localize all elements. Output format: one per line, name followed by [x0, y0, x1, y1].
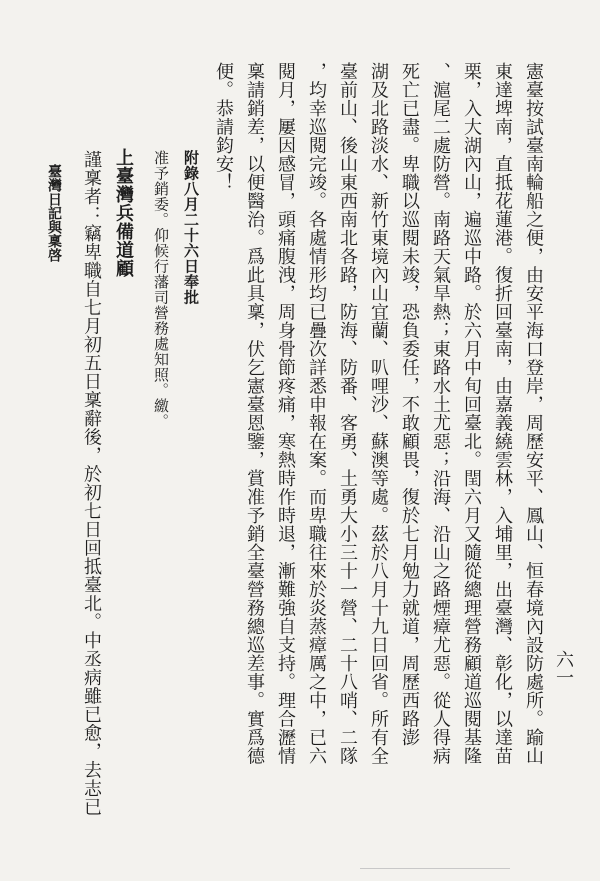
text-column-8: ，均幸巡閱完竣。各處情形均已疊次詳悉申報在案。而卑職往來於炎蒸瘴厲之中，已六: [306, 62, 327, 765]
appendix-text: 准予銷委。仰候行藩司營務處知照。繳。: [152, 150, 170, 429]
text-column-4: 、滬尾二處防營。南路天氣旱熱；東路水土尤惡；沿海、沿山之路煙瘴尤惡。從人得病: [430, 62, 451, 765]
running-title: 臺灣日記與稟啓: [46, 164, 62, 262]
text-column-7: 臺前山、後山東西南北各路，防海、防番、客勇、土勇大小三十一營、二十八哨、二隊: [337, 62, 358, 765]
text-column-5: 死亡已盡。卑職以巡閱未竣，恐負委任，不敢顧畏，復於七月勉力就道，周歷西路澎: [399, 62, 420, 747]
section-heading: 上臺灣兵備道顧: [113, 148, 134, 278]
text-column-11: 便。恭請鈞安！: [213, 62, 234, 192]
text-column-10: 稟請銷差，以便醫治。爲此具稟，伏乞憲臺恩鑒，賞准予銷全臺營務總巡差事。實爲德: [244, 62, 265, 765]
text-column-1: 憲臺按試臺南輪船之便，由安平海口登岸，周歷安平、鳳山、恒春境內設防處所。踰山: [523, 62, 544, 765]
text-column-3: 栗，入大湖內山，遍巡中路。於六月中旬回臺北。閏六月又隨從總理營務顧道巡閱基隆: [461, 62, 482, 765]
text-column-6: 湖及北路淡水、新竹東境內山宜蘭、叭哩沙、蘇澳等處。茲於八月十九日回省。所有全: [368, 62, 389, 765]
text-column-9: 閱月，屢因感冒，頭痛腹洩，周身骨節疼痛，寒熱時作時退，漸難強自支持。理合瀝情: [275, 62, 296, 765]
text-column-2: 東達埤南，直抵花蓮港。復折回臺南，由嘉義繞雲林，入埔里，出臺灣、彰化，以達苗: [492, 62, 513, 765]
petition-text: 謹稟者：竊卑職自七月初五日稟辭後，於初七日回抵臺北。中丞病雖已愈，去志已: [81, 150, 102, 816]
page-number: 六一: [553, 650, 574, 686]
appendix-heading: 附錄八月二十六日奉批: [182, 150, 200, 305]
bottom-rule: [360, 868, 510, 869]
